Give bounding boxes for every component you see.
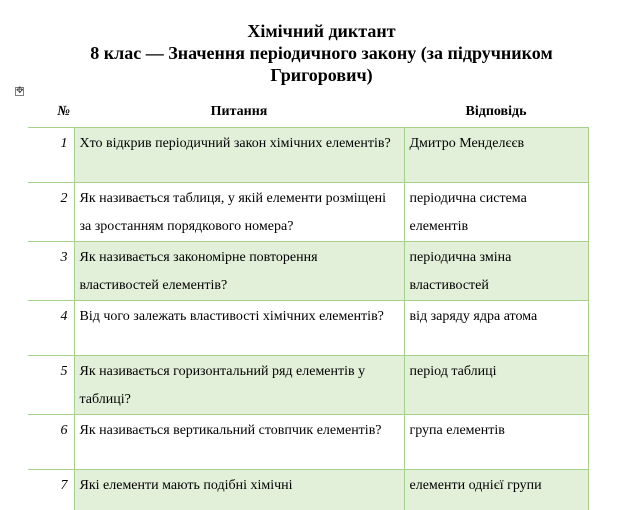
header-number: № bbox=[28, 97, 74, 128]
row-question[interactable]: Як називається вертикальний стовпчик елементів? bbox=[74, 415, 404, 470]
row-question[interactable]: Які елементи мають подібні хімічні bbox=[74, 470, 404, 510]
row-answer[interactable]: елементи однієї групи bbox=[404, 470, 588, 510]
row-question[interactable]: Хто відкрив періодичний закон хімічних елементів? bbox=[74, 128, 404, 183]
table-row bbox=[28, 470, 588, 510]
document-subtitle: 8 клас — Значення періодичного закону (за підручником bbox=[90, 43, 553, 63]
row-number[interactable]: 1 bbox=[28, 128, 74, 183]
row-answer[interactable]: періодична зміна властивостей bbox=[404, 242, 588, 301]
row-answer[interactable]: період таблиці bbox=[404, 356, 588, 415]
row-number[interactable]: 4 bbox=[28, 301, 74, 356]
row-answer[interactable]: Дмитро Менделєєв bbox=[404, 128, 588, 183]
table-row bbox=[28, 356, 588, 415]
table-row bbox=[28, 242, 588, 301]
row-answer[interactable]: від заряду ядра атома bbox=[404, 301, 588, 356]
header-question: Питання bbox=[74, 97, 404, 128]
table-row bbox=[28, 128, 588, 183]
document-subtitle-continued: Григорович) bbox=[270, 65, 373, 85]
row-number[interactable]: 6 bbox=[28, 415, 74, 470]
row-answer[interactable]: періодична система елементів bbox=[404, 183, 588, 242]
row-question[interactable]: Як називається горизонтальний ряд елементів у таблиці? bbox=[74, 356, 404, 415]
table-move-handle-icon[interactable]: ✥ bbox=[16, 86, 24, 96]
table-row bbox=[28, 301, 588, 356]
row-question[interactable]: Від чого залежать властивості хімічних елементів? bbox=[74, 301, 404, 356]
row-question[interactable]: Як називається закономірне повторення властивостей елементів? bbox=[74, 242, 404, 301]
row-answer[interactable]: група елементів bbox=[404, 415, 588, 470]
document-title: Хімічний диктант bbox=[247, 21, 396, 41]
dictation-table bbox=[28, 97, 589, 510]
row-number[interactable]: 7 bbox=[28, 470, 74, 510]
table-row bbox=[28, 183, 588, 242]
header-answer: Відповідь bbox=[404, 97, 588, 128]
table-header-row bbox=[28, 97, 588, 128]
table-row bbox=[28, 415, 588, 470]
row-number[interactable]: 2 bbox=[28, 183, 74, 242]
row-question[interactable]: Як називається таблиця, у якій елементи розміщені за зростанням порядкового номера? bbox=[74, 183, 404, 242]
row-number[interactable]: 5 bbox=[28, 356, 74, 415]
row-number[interactable]: 3 bbox=[28, 242, 74, 301]
